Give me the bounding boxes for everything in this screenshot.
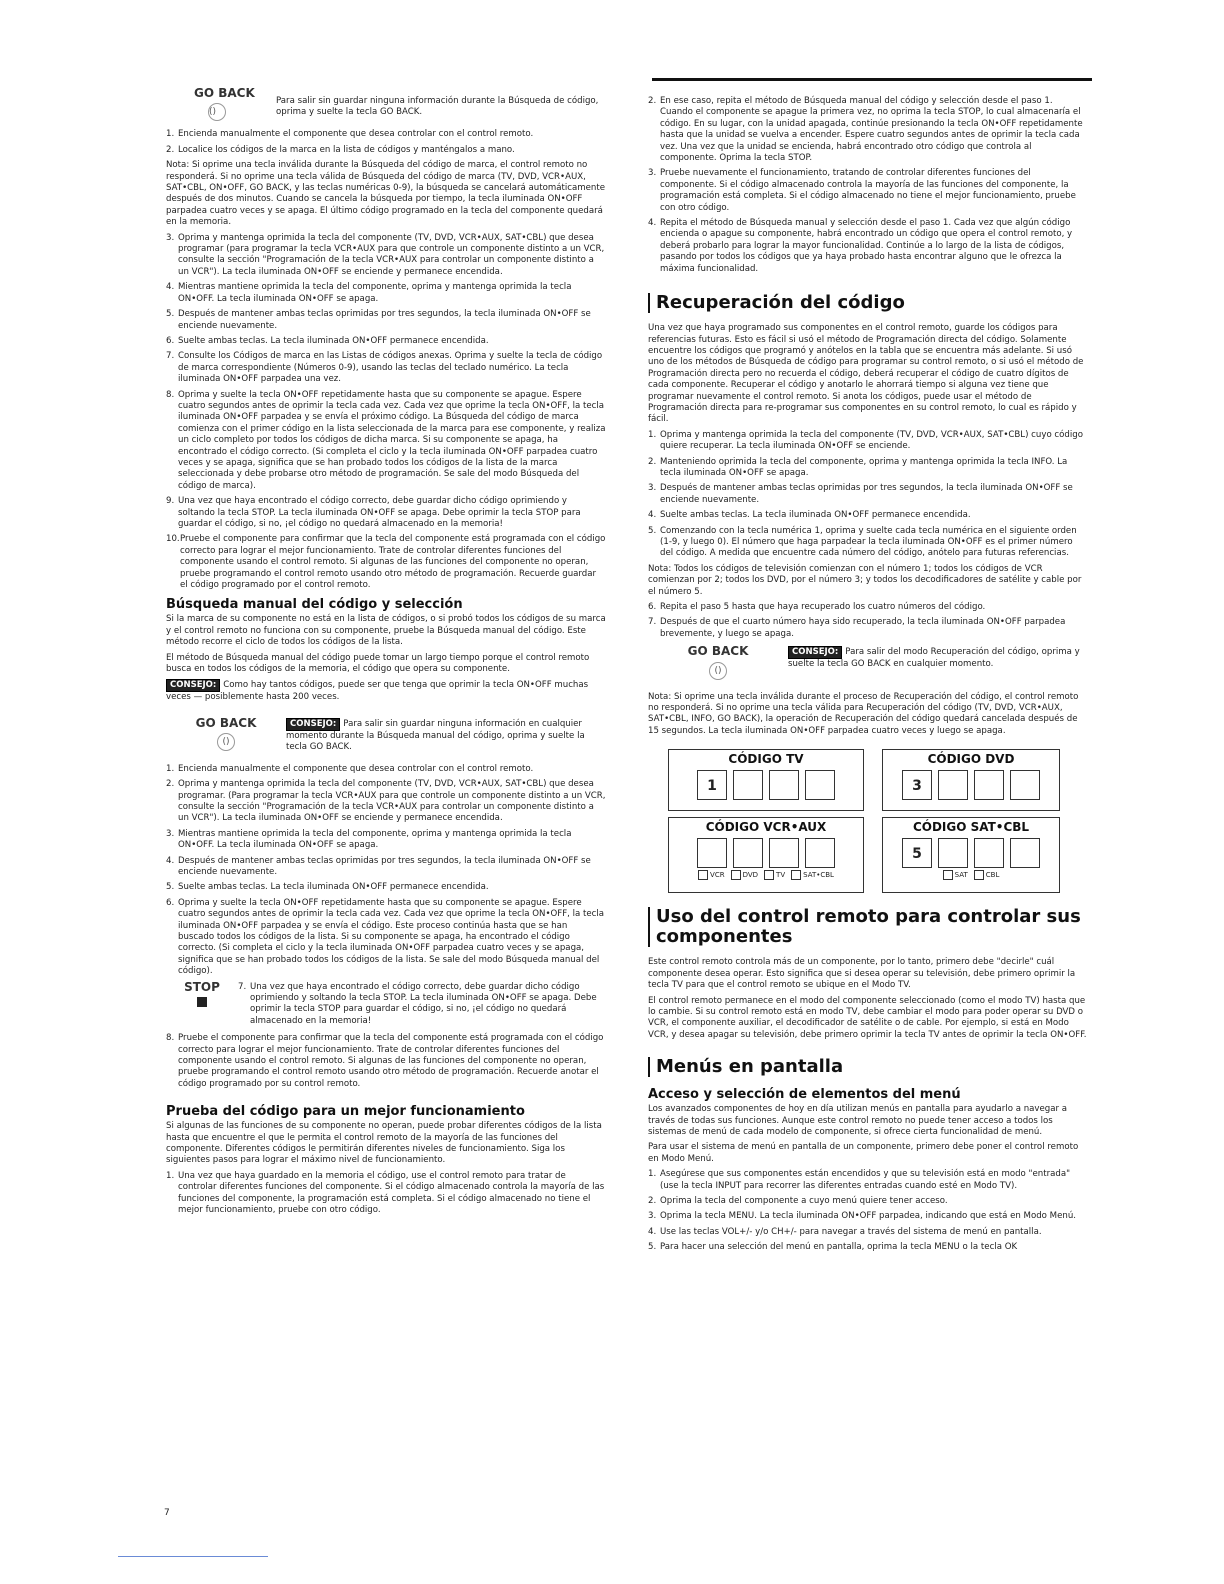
use-p2: El control remoto permanece en el modo del componente seleccionado (como el modo TV) hasta que lo cambie. Si su control remoto está en modo TV, debe cambiar el modo para poder operar su DVD o VCR, el componente auxiliar, el decodificador de satélite o de cable. Por ejemplo, si está en Modo VCR, y desea apagar su televisión, debe primero oprimir la tecla TV antes de oprimir la tecla ON•OFF.: [648, 995, 1087, 1040]
go-back-icon: (): [208, 103, 226, 121]
device-checkboxes: [889, 870, 1053, 881]
code-record-boxes: [668, 749, 1088, 893]
code-digit[interactable]: [697, 838, 727, 868]
left-column: [166, 88, 606, 1221]
checkbox-vcr[interactable]: VCR: [698, 870, 725, 881]
go-back-block-recovery: [648, 646, 1088, 679]
code-box-title: CÓDIGO SAT•CBL: [912, 820, 1030, 835]
list-item: 10. Pruebe el componente para confirmar que la tecla del componente está programada con el código correcto para lograr el mejor funcionamiento. Trate de controlar diferentes funciones del componente usando el control remoto. Si algunas de las funciones del componente no operan, pruebe programando el control remoto usando otro método de programación. Recuerde guardar el código programado por el control remoto.: [166, 534, 606, 591]
list-item: 2. En ese caso, repita el método de Búsqueda manual del código y selección desde el paso 1. Cuando el componente se apague la primera vez, no oprima la tecla STOP, lo cual almacenaría el código. En su lugar, con la unidad apagada, continúe presionando la tecla ON•OFF repetidamente hasta que la unidad se vuelva a encender. Espere cuatro segundos antes de oprimir la tecla cada vez. Una vez que la unidad se encienda, habrá encontrado otro código que controla al componente. Oprima la tecla STOP.: [648, 96, 1083, 164]
checkbox-sat[interactable]: SAT: [943, 870, 968, 881]
list-item: 7. Después de que el cuarto número haya sido recuperado, la tecla iluminada ON•OFF parpadea brevemente, y luego se apaga.: [648, 617, 1066, 639]
list-item: 1. Encienda manualmente el componente que desea controlar con el control remoto.: [166, 129, 534, 140]
list-item: 2. Localice los códigos de la marca en la lista de códigos y manténgalos a mano.: [166, 144, 515, 155]
list-item: 5. Suelte ambas teclas. La tecla iluminada ON•OFF permanece encendida.: [166, 882, 489, 893]
list-item: 9. Una vez que haya encontrado el código correcto, debe guardar dicho código oprimiendo y soltando la tecla STOP. La tecla iluminada ON•OFF se apaga. Debe oprimir la tecla STOP para guardar el código, si no, ¡el código no quedará almacenado en la memoria!: [166, 496, 581, 529]
go-back-block: [166, 88, 606, 121]
steps-recovery-2: [648, 602, 1088, 640]
code-box-sat-cbl: [882, 817, 1060, 893]
list-item: 8. Oprima y suelte la tecla ON•OFF repetidamente hasta que su componente se apague. Espere cuatro segundos antes de oprimir la tecla cada vez. Cada vez que oprime la tecla ON•OFF, la tecla iluminada ON•OFF parpadea y se envía el próximo código. La Búsqueda del código de marca comienza con el primer código en la lista seleccionada de la marca para ese componente, y realiza un ciclo completo por todos los códigos de dicha marca. Si su componente se apaga, ha encontrado el código correcto. (Si completa el ciclo y la tecla iluminada ON•OFF parpadea cuatro veces y se apaga, significa que se han probado todos los códigos de la lista de la marca seleccionada y debe probarse otro método de programación. Se sale del modo Búsqueda del código de marca).: [166, 389, 606, 491]
list-item: 1. Una vez que haya guardado en la memoria el código, use el control remoto para tratar de controlar diferentes funciones del componente. Si el código almacenado controla la mayoría de las funciones del componente, la programación está completa. Si el código almacenado no tiene el mejor funcionamiento, pruebe con otro código.: [166, 1170, 605, 1216]
recovery-intro: Una vez que haya programado sus componentes en el control remoto, guarde los códigos para referencias futuras. Esto es fácil si usó el método de Programación directa del código. Solamente encuentre los códigos que programó y anótelos en la tabla que se encuentra más adelante. Si usó uno de los métodos de Búsqueda de código para programar su control remoto, o si usó el método de Programación directa pero no recuerda el código, deberá recuperar el código de cuatro dígitos de cada componente. Recuperar el código y anotarlo le ahorrará tiempo si alguna vez tiene que programar nuevamente el control remoto. Si anota los códigos, puede usar el método de Programación directa para re-programar sus componentes en su control remoto, lo cual es rápido y fácil.: [648, 323, 1084, 425]
checkbox-dvd[interactable]: DVD: [731, 870, 758, 881]
steps-recovery: [648, 430, 1088, 560]
top-rule: [652, 78, 1092, 81]
list-item: 2. Oprima la tecla del componente a cuyo menú quiere tener acceso.: [648, 1195, 948, 1206]
device-checkboxes: [675, 870, 857, 881]
list-item: 1. Asegúrese que sus componentes están encendidos y que su televisión está en modo "entrada" (use la tecla INPUT para recorrer las diferentes entradas cuando esté en Modo TV).: [648, 1169, 1071, 1191]
code-box-vcr-aux: [668, 817, 864, 893]
code-digit[interactable]: [1010, 838, 1040, 868]
steps-manual: [166, 764, 606, 978]
go-back-icon: (): [709, 662, 727, 680]
code-digit[interactable]: [1010, 770, 1040, 800]
go-back-key-label: GO BACK: [195, 715, 257, 730]
code-digit[interactable]: [769, 770, 799, 800]
code-digit[interactable]: 3: [902, 770, 932, 800]
bottom-rule: [118, 1556, 268, 1557]
list-item: 4. Mientras mantiene oprimida la tecla del componente, oprima y mantenga oprimida la tecla ON•OFF. La tecla iluminada ON•OFF se apaga.: [166, 282, 572, 304]
stop-block: [166, 979, 606, 1028]
heading-test-code: Prueba del código para un mejor funcionamiento: [166, 1104, 525, 1120]
code-digit[interactable]: [769, 838, 799, 868]
steps-manual-8: [166, 1033, 606, 1090]
steps-test: [166, 1171, 606, 1217]
list-item: 6. Repita el paso 5 hasta que haya recuperado los cuatro números del código.: [648, 602, 986, 613]
list-item: 1. Oprima y mantenga oprimida la tecla del componente (TV, DVD, VCR•AUX, SAT•CBL) cuyo código quiere recuperar. La tecla iluminada ON•OFF se enciende.: [648, 429, 1083, 452]
code-box-title: CÓDIGO VCR•AUX: [705, 820, 827, 835]
tip-badge: CONSEJO:: [286, 718, 340, 731]
test-intro: Si algunas de las funciones de su componente no operan, puede probar diferentes códigos de la lista hasta que encuentre el que le permita el control remoto de la mayoría de las funciones del componente. Diferentes códigos le permitirán diferentes niveles de funcionamiento. Siga los siguientes pasos para lograr el máximo nivel de funcionamiento.: [166, 1121, 602, 1166]
manual-intro: Si la marca de su componente no está en la lista de códigos, o si probó todos los códigos de su marca y el control remoto no funciona con su componente, pruebe la Búsqueda manual del código. Este método recorre el ciclo de todos los códigos de la lista.: [166, 614, 606, 648]
manual-intro-2: El método de Búsqueda manual del código puede tomar un largo tiempo porque el control remoto busca en todos los códigos de la memoria, el código que opera su componente.: [166, 652, 590, 675]
go-back-key-label: GO BACK: [194, 86, 255, 100]
list-item: 7. Consulte los Códigos de marca en las Listas de códigos anexas. Oprima y suelte la tecla de código de marca correspondiente (Números 0-9), usando las teclas del teclado numérico. La tecla iluminada ON•OFF parpadea una vez.: [166, 351, 603, 385]
checkbox-cbl[interactable]: CBL: [974, 870, 1000, 881]
code-box-tv: [668, 749, 864, 811]
code-box-title: CÓDIGO DVD: [927, 752, 1015, 767]
go-back-key: [166, 715, 286, 751]
recovery-nota: Nota: Todos los códigos de televisión comienzan con el número 1; todos los códigos de VCR comienzan por 2; todos los DVD, por el número 3; y todos los decodificadores de satélite y cable por el número 5.: [648, 563, 1082, 597]
list-item: 3. Después de mantener ambas teclas oprimidas por tres segundos, la tecla iluminada ON•OFF se enciende nuevamente.: [648, 483, 1073, 505]
list-item: 3. Pruebe nuevamente el funcionamiento, tratando de controlar diferentes funciones del componente. Si el código almacenado controla la mayoría de las funciones del componente, la programación está completa. Si el código almacenado no tiene el mejor funcionamiento, pruebe con otro código.: [648, 168, 1076, 213]
tip-badge: CONSEJO:: [166, 679, 220, 692]
nota-brand: Nota: Si oprime una tecla inválida durante la Búsqueda del código de marca, el control remoto no responderá. Si no oprime una tecla válida de Búsqueda del código de marca (TV, DVD, VCR•AUX, SAT•CBL, ON•OFF, GO BACK, y las teclas numéricas 0-9), la búsqueda se cancelará automáticamente después de dos minutos. Cuando se cancela la búsqueda por tiempo, la tecla iluminada ON•OFF parpadea cuatro veces y se apaga. El último código programado en la tecla del componente quedará en la memoria.: [166, 160, 606, 228]
steps-brand-1: [166, 129, 606, 156]
steps-menu: [648, 1169, 1088, 1253]
list-item: 5. Para hacer una selección del menú en pantalla, oprima la tecla MENU o la tecla OK: [648, 1242, 1018, 1253]
step-7-manual: 7. Una vez que haya encontrado el código correcto, debe guardar dicho código oprimiendo y soltando la tecla STOP. La tecla iluminada ON•OFF se apaga. Debe oprimir la tecla STOP para guardar el código, si no, ¡el código no quedará almacenado en la memoria!: [238, 981, 597, 1026]
go-back-key: [648, 646, 788, 679]
code-digit[interactable]: [938, 770, 968, 800]
list-item: 4. Suelte ambas teclas. La tecla iluminada ON•OFF permanece encendida.: [648, 510, 971, 521]
steps-test-cont: [648, 96, 1088, 275]
list-item: 2. Manteniendo oprimida la tecla del componente, oprima y mantenga oprimida la tecla INFO. La tecla iluminada ON•OFF se apaga.: [648, 456, 1068, 478]
manual-tip: CONSEJO: Como hay tantos códigos, puede ser que tenga que oprimir la tecla ON•OFF muchas veces — posiblemente hasta 200 veces.: [166, 680, 589, 703]
list-item: 3. Oprima y mantenga oprimida la tecla del componente (TV, DVD, VCR•AUX, SAT•CBL) que desea programar (para programar la tecla VCR•AUX para que controle un componente distinto a un VCR, consulte la sección "Programación de la tecla VCR•AUX para controlar un componente distinto a un VCR"). La tecla iluminada ON•OFF se enciende y permanece encendida.: [166, 232, 605, 277]
list-item: 2. Oprima y mantenga oprimida la tecla del componente (TV, DVD, VCR•AUX, SAT•CBL) que desea programar. (Para programar la tecla VCR•AUX para que controle un componente distinto a un VCR, consulte la sección "Programación de la tecla VCR•AUX para controlar un componente distinto a un VCR"). La tecla iluminada ON•OFF se enciende y permanece encendida.: [166, 779, 606, 824]
code-digit[interactable]: [938, 838, 968, 868]
use-p1: Este control remoto controla más de un componente, por lo tanto, primero debe "decirle" cuál componente desea operar. Esto significa que si desea operar su televisión, debe primero oprimir la tecla TV para que el control remoto se ubique en el Modo TV.: [648, 957, 1076, 991]
list-item: 4. Después de mantener ambas teclas oprimidas por tres segundos, la tecla iluminada ON•OFF se enciende nuevamente.: [166, 855, 591, 877]
go-back-text: CONSEJO: Para salir del modo Recuperación del código, oprima y suelte la tecla GO BACK en cualquier momento.: [788, 647, 1080, 670]
checkbox-sat-cbl[interactable]: SAT•CBL: [791, 870, 834, 881]
stop-key-label: STOP: [184, 979, 220, 994]
code-digit[interactable]: [974, 770, 1004, 800]
go-back-text: Para salir sin guardar ninguna información durante la Búsqueda de código, oprima y suelte la tecla GO BACK.: [276, 96, 599, 118]
heading-use-remote: Uso del control remoto para controlar sus componentes: [648, 907, 1088, 947]
code-digit[interactable]: 1: [697, 770, 727, 800]
list-item: 3. Mientras mantiene oprimida la tecla del componente, oprima y mantenga oprimida la tecla ON•OFF. La tecla iluminada ON•OFF se apaga.: [166, 828, 572, 851]
code-box-dvd: [882, 749, 1060, 811]
code-box-title: CÓDIGO TV: [728, 752, 804, 767]
steps-brand-2: [166, 233, 606, 592]
go-back-key: [166, 88, 276, 121]
list-item: 5. Comenzando con la tecla numérica 1, oprima y suelte cada tecla numérica en el siguiente orden (1-9, y luego 0). El número que haga parpadear la tecla iluminada ON•OFF es el primer número del código. A medida que encuentre cada número del código, anótelo para futuras referencias.: [648, 525, 1077, 559]
checkbox-tv[interactable]: TV: [764, 870, 785, 881]
go-back-icon: (): [217, 733, 235, 751]
code-digit[interactable]: [805, 770, 835, 800]
code-digit[interactable]: [974, 838, 1004, 868]
heading-code-recovery: Recuperación del código: [648, 293, 1088, 313]
code-digit[interactable]: [805, 838, 835, 868]
list-item: 1. Encienda manualmente el componente que desea controlar con el control remoto.: [166, 763, 534, 774]
stop-key: [166, 979, 238, 1012]
menu-p1: Los avanzados componentes de hoy en día utilizan menús en pantalla para ayudarlo a navegar a través de todas sus funciones. Aunque este control remoto no puede tener acceso a todos los sistemas de menú de cada modelo de componente, si ofrece cierta funcionalidad de menú.: [648, 1104, 1068, 1137]
list-item: 3. Oprima la tecla MENU. La tecla iluminada ON•OFF parpadea, indicando que está en Modo Menú.: [648, 1211, 1076, 1222]
code-digit[interactable]: 5: [902, 838, 932, 868]
go-back-text: CONSEJO: Para salir sin guardar ninguna información en cualquier momento durante la Búsqueda manual del código, oprima y suelte la tecla GO BACK.: [286, 718, 585, 753]
page-number: 7: [164, 1508, 170, 1518]
list-item: 8. Pruebe el componente para confirmar que la tecla del componente está programada con el código correcto para lograr el mejor funcionamiento. Trate de controlar diferentes funciones del componente usando el control remoto. Si algunas de las funciones del componente no operan, pruebe programando el control remoto usando otro método de programación. Recuerde anotar el código programado por su control remoto.: [166, 1033, 604, 1089]
list-item: 6. Oprima y suelte la tecla ON•OFF repetidamente hasta que su componente se apague. Espere cuatro segundos antes de oprimir la tecla cada vez. Cada vez que oprime la tecla ON•OFF, la tecla iluminada ON•OFF parpadea y se envía el código. Este proceso continúa hasta que se han buscado todos los códigos de la lista. Si su componente se apaga, ha encontrado el código correcto. (Si completa el ciclo y la tecla iluminada ON•OFF parpadea cuatro veces y se apaga, significa que se han probado todos los códigos de la lista. Se sale del modo Búsqueda manual del código).: [166, 897, 605, 977]
recovery-nota-2: Nota: Si oprime una tecla inválida durante el proceso de Recuperación del código, el control remoto no responderá. Si no oprime una tecla válida para Recuperación del código (TV, DVD, VCR•AUX, SAT•CBL, INFO, GO BACK), la operación de Recuperación del código quedará cancelada después de 15 segundos. La tecla iluminada ON•OFF parpadea cuatro veces y luego se apaga.: [648, 691, 1079, 736]
list-item: 4. Use las teclas VOL+/- y/o CH+/- para navegar a través del sistema de menú en pantalla.: [648, 1226, 1042, 1237]
go-back-block-manual: [166, 715, 606, 754]
stop-icon: [197, 997, 207, 1007]
list-item: 6. Suelte ambas teclas. La tecla iluminada ON•OFF permanece encendida.: [166, 335, 489, 346]
go-back-key-label: GO BACK: [687, 644, 749, 659]
menu-p2: Para usar el sistema de menú en pantalla de un componente, primero debe poner el control remoto en Modo Menú.: [648, 1142, 1079, 1164]
heading-menu-access: Acceso y selección de elementos del menú: [648, 1087, 961, 1103]
tip-badge: CONSEJO:: [788, 646, 842, 659]
heading-onscreen-menus: Menús en pantalla: [648, 1057, 1088, 1077]
list-item: 5. Después de mantener ambas teclas oprimidas por tres segundos, la tecla iluminada ON•OFF se enciende nuevamente.: [166, 309, 591, 331]
heading-manual-search: Búsqueda manual del código y selección: [166, 597, 463, 613]
code-digit[interactable]: [733, 770, 763, 800]
right-column: [648, 96, 1088, 1258]
code-digit[interactable]: [733, 838, 763, 868]
list-item: 4. Repita el método de Búsqueda manual y selección desde el paso 1. Cada vez que algún código encienda o apague su componente, habrá encontrado un código que opera el control remoto, y deberá probarlo para lograr la mayor funcionalidad. Continúe a lo largo de la lista de códigos, pasando por todos los códigos que ya haya probado hasta encontrar alguno que le ofrezca la máxima funcionalidad.: [648, 218, 1073, 274]
